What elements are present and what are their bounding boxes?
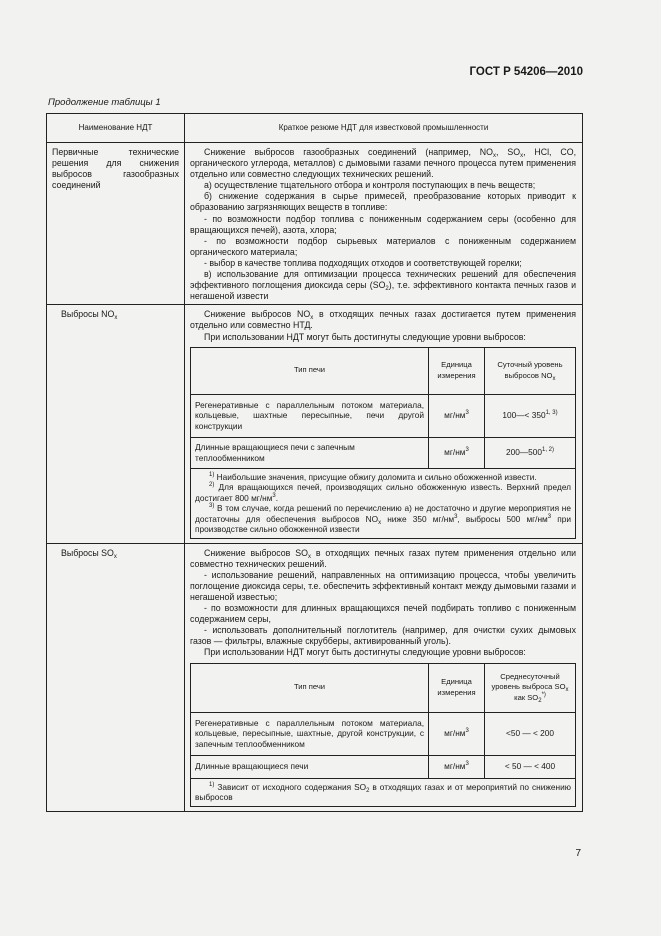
inner-col-header-unit: Единица измерения xyxy=(429,663,485,712)
sox-emission-levels-table xyxy=(190,663,576,807)
kiln-type: Регенеративные с параллельным потоком материала, кольцевые, пересыпные, шахтные, другой конструкции, с запечным теплообменником xyxy=(191,712,429,755)
inner-header-row xyxy=(191,347,576,394)
paragraph: б) снижение содержания в сырье примесей, преобразование которых приводит к образованию загрязняющих веществ в топливе: xyxy=(190,191,576,213)
standard-number: ГОСТ Р 54206—2010 xyxy=(469,66,583,78)
inner-col-header-level: Среднесуточный уровень выброса $SO_x$ как $SO_2^{*)}$ xyxy=(485,663,576,712)
paragraph: - по возможности для длинных вращающихся печей подбирать топливо с пониженным содержанием серы, xyxy=(190,603,576,625)
row-label: Первичные технические решения для снижения выбросов газообразных соединений xyxy=(47,143,185,305)
paragraph: Снижение выбросов $SO_x$ в отходящих печных газах путем применения отдельно или совместно технических решений. xyxy=(190,547,577,569)
inner-header-row xyxy=(191,663,576,712)
paragraph: - использование решений, направленных на оптимизацию процесса, чтобы увеличить поглощение диоксида серы, т.е. обеспечить эффективный контакт между дымовыми газами и негашеной известью; xyxy=(190,569,576,602)
unit: $мг/нм^3$ xyxy=(429,755,485,778)
kiln-type: Длинные вращающиеся печи с запечным теплообменником xyxy=(191,437,429,468)
footnotes xyxy=(191,468,576,538)
inner-table-row xyxy=(191,437,576,468)
table-row-nox-emissions xyxy=(47,305,583,543)
row-label: Выбросы $NO_x$ xyxy=(47,305,185,543)
unit: $мг/нм^3$ xyxy=(429,394,485,437)
inner-col-header-unit: Единица измерения xyxy=(429,347,485,394)
unit: $мг/нм^3$ xyxy=(429,437,485,468)
emission-level: 200—500$^{1, 2)}$ xyxy=(485,437,576,468)
paragraph: Снижение выбросов газообразных соединений (например, $NO_x$, $SO_x$, HCl, CO, органического углерода, металлов) с дымовыми газами печного процесса путем применения отдельно или совместно следующих технических решений. xyxy=(190,147,577,180)
paragraph: а) осуществление тщательного отбора и контроля поступающих в печь веществ; xyxy=(204,180,536,191)
paragraph: При использовании НДТ могут быть достигнуты следующие уровни выбросов: xyxy=(204,647,526,658)
row-summary xyxy=(185,543,583,811)
table-header-row xyxy=(47,114,583,143)
table-continuation-caption: Продолжение таблицы 1 xyxy=(48,97,161,108)
paragraph: Снижение выбросов $NO_x$ в отходящих печных газах достигается путем применения отдельно или совместно НТД. xyxy=(190,309,576,331)
footnote: $^{1)}$ Наибольшие значения, присущие обжигу доломита и сильно обожженной извести. xyxy=(209,471,537,482)
bat-summary-table xyxy=(46,113,583,812)
inner-notes-row xyxy=(191,778,576,806)
paragraph: - использовать дополнительный поглотитель (например, для очистки сухих дымовых газов — фильтры, влажные скрубберы, активированный уголь). xyxy=(190,625,576,647)
inner-notes-row xyxy=(191,468,576,538)
inner-col-header-kiln-type: Тип печи xyxy=(191,663,429,712)
paragraph: в) использование для оптимизации процесса технических решений для обеспечения эффективного поглощения диоксида серы $(SO_2)$, т.е. эффективного контакта печных газов и негашеной извести xyxy=(190,269,576,302)
table-row-primary-measures xyxy=(47,143,583,305)
row-summary xyxy=(185,143,583,305)
col-header-bat-name: Наименование НДТ xyxy=(47,114,185,143)
emission-level: < 50 — < 400 xyxy=(485,755,576,778)
row-label: Выбросы $SO_x$ xyxy=(47,543,185,811)
emission-level: <50 — < 200 xyxy=(485,712,576,755)
row-summary xyxy=(185,305,583,543)
paragraph: - по возможности подбор сырьевых материалов с пониженным содержанием органического материала; xyxy=(190,235,576,257)
unit: $мг/нм^3$ xyxy=(429,712,485,755)
footnote: $^{1)}$ Зависит от исходного содержания $SO_2$ в отходящих газах и от мероприятий по снижению выбросов xyxy=(195,781,571,803)
kiln-type: Длинные вращающиеся печи xyxy=(191,755,429,778)
nox-emission-levels-table xyxy=(190,347,576,539)
page-number: 7 xyxy=(575,848,581,859)
inner-table-row xyxy=(191,394,576,437)
emission-level: 100—< $350^{1, 3)}$ xyxy=(485,394,576,437)
inner-col-header-level: Суточный уровень выбросов $NO_x$ xyxy=(485,347,576,394)
paragraph: При использовании НДТ могут быть достигнуты следующие уровни выбросов: xyxy=(204,331,526,342)
inner-table-row xyxy=(191,712,576,755)
paragraph: - выбор в качестве топлива подходящих отходов и соответствующей горелки; xyxy=(204,257,522,268)
kiln-type: Регенеративные с параллельным потоком материала, кольцевые, шахтные пересыпные, печи другой конструкции xyxy=(191,394,429,437)
footnotes xyxy=(191,778,576,806)
table-row-sox-emissions xyxy=(47,543,583,811)
col-header-bat-summary: Краткое резюме НДТ для известковой промышленности xyxy=(185,114,583,143)
inner-col-header-kiln-type: Тип печи xyxy=(191,347,429,394)
paragraph: - по возможности подбор топлива с пониженным содержанием серы (особенно для вращающихся печей), азота, хлора; xyxy=(190,213,576,235)
inner-table-row xyxy=(191,755,576,778)
footnote: $^{2)}$ Для вращающихся печей, производящих сильно обожженную известь. Верхний предел достигает 800 $мг/нм^3$. xyxy=(195,482,571,503)
footnote: $^{3)}$ В том случае, когда решений по перечислению а) не достаточно и другие мероприятия не достаточны для обеспечения выбросов $NO_x$ ниже 350 $мг/нм^3$, выбросы 500 $мг/нм^3$ при производстве сильно обожженной извести xyxy=(195,503,571,535)
